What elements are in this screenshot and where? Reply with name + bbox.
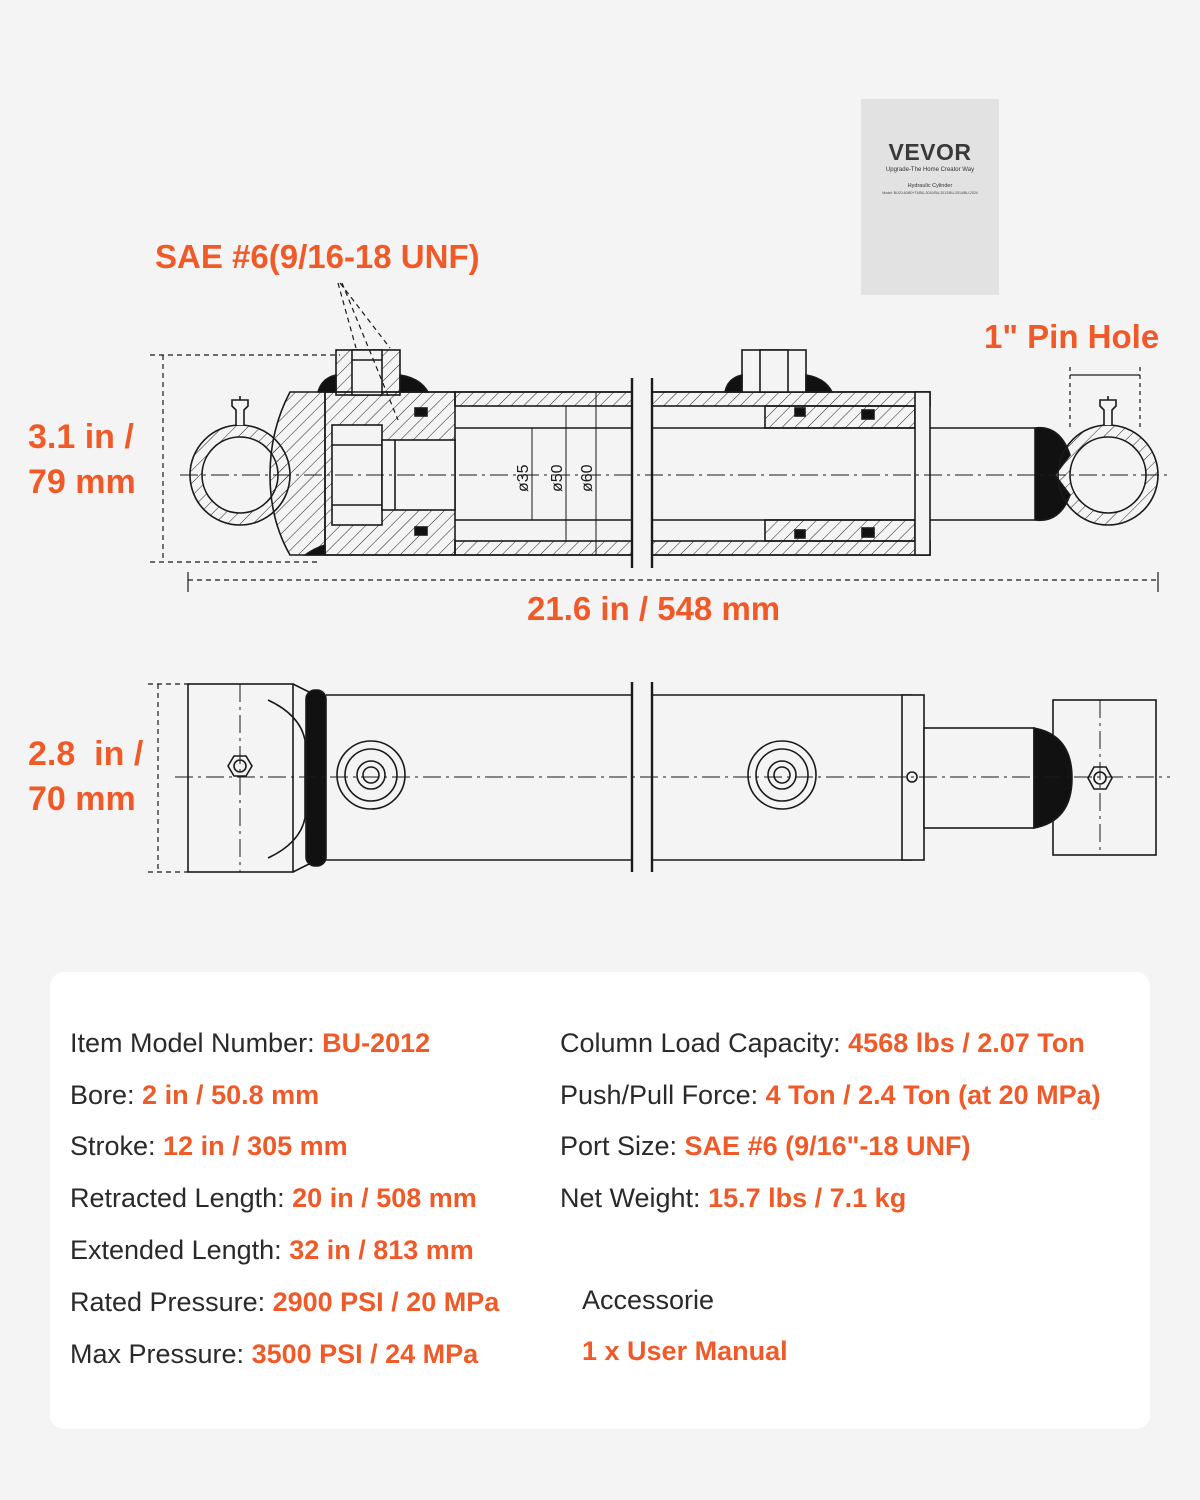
dia-35-label: ø35 (515, 464, 532, 492)
bottom-height-label-line2: 70 mm (28, 780, 136, 818)
manual-model: Model: BU20-60/80+T4/BU-2010/BU-2012/BU-2014/BU-2024 (882, 191, 978, 195)
manual-brand: VEVOR (888, 139, 972, 165)
spec-port-size: Port Size: SAE #6 (9/16"-18 UNF) (560, 1131, 971, 1161)
spec-net-weight: Net Weight: 15.7 lbs / 7.1 kg (560, 1183, 907, 1213)
spec-rated-pressure: Rated Pressure: 2900 PSI / 20 MPa (70, 1287, 500, 1317)
top-height-label-line2: 79 mm (28, 463, 136, 501)
spec-max-pressure: Max Pressure: 3500 PSI / 24 MPa (70, 1339, 479, 1369)
pin-hole-label: 1" Pin Hole (984, 318, 1160, 355)
accessories-heading: Accessorie (582, 1285, 715, 1315)
manual-product: Hydraulic Cylinder (907, 183, 953, 189)
spec-push-pull-force: Push/Pull Force: 4 Ton / 2.4 Ton (at 20 MPa) (560, 1080, 1101, 1110)
spec-extended-length: Extended Length: 32 in / 813 mm (70, 1235, 474, 1265)
top-height-label-line1: 3.1 in / (28, 418, 134, 456)
overall-length-label: 21.6 in / 548 mm (527, 590, 781, 627)
accessories-item: 1 x User Manual (582, 1336, 788, 1366)
user-manual-image (861, 99, 999, 295)
spec-stroke: Stroke: 12 in / 305 mm (70, 1131, 348, 1161)
side-view (148, 682, 1170, 872)
bottom-height-label-line1: 2.8 in / (28, 735, 144, 773)
spec-retracted-length: Retracted Length: 20 in / 508 mm (70, 1183, 477, 1213)
dia-50-label: ø50 (549, 464, 566, 492)
spec-column-load: Column Load Capacity: 4568 lbs / 2.07 Ton (560, 1028, 1085, 1058)
diameter-labels (515, 464, 596, 492)
dia-60-label: ø60 (579, 464, 596, 492)
manual-tagline: Upgrade-The Home Creator Way (885, 167, 975, 173)
spec-bore: Bore: 2 in / 50.8 mm (70, 1080, 320, 1110)
port-size-label: SAE #6(9/16-18 UNF) (155, 238, 480, 275)
spec-model-number: Item Model Number: BU-2012 (70, 1028, 431, 1058)
